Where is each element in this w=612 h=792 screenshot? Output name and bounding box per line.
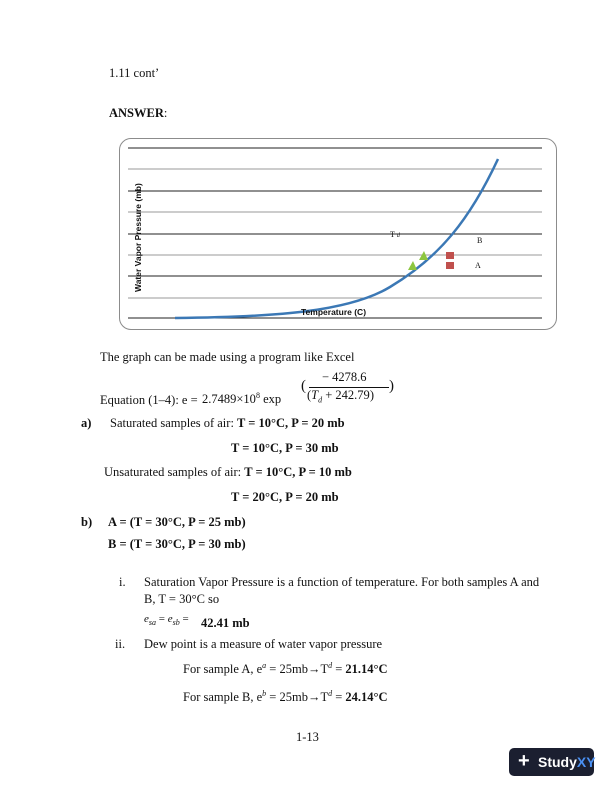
saturation-curve <box>175 159 498 318</box>
answer-heading: ANSWER: <box>109 106 168 120</box>
esat-equation: $e_{sa} = e_{sb}$ = <box>144 613 189 628</box>
unsaturated-line: Unsaturated samples of air: T = 10°C, P = 10 mb <box>104 465 352 479</box>
item-ii-number: ii. <box>115 637 126 651</box>
sample-a-dewpoint: For sample A, $e^a = 25mb\to T^d = 21.14^\circ C$ <box>183 660 388 676</box>
plus-icon: + <box>518 750 530 772</box>
chart-canvas <box>120 139 556 329</box>
part-a-marker: a) <box>81 416 92 430</box>
intro-text: The graph can be made using a program like Excel <box>100 350 355 364</box>
sample-a-marker <box>446 262 454 269</box>
equation-numerator: − 4278.6 <box>322 370 367 384</box>
esat-result: 42.41 mb <box>201 616 250 630</box>
label-b: B <box>477 236 483 245</box>
part-b-marker: b) <box>81 515 93 529</box>
studyxy-logo-text: StudyXY <box>538 754 596 770</box>
saturated-second: T = 10°C, P = 30 mb <box>231 441 339 455</box>
td-label: T d <box>390 230 400 239</box>
page-number: 1-13 <box>296 730 319 744</box>
saturated-marker <box>408 261 417 270</box>
x-axis-label: Temperature (C) <box>301 307 367 317</box>
y-axis-label: Water Vapor Pressure (mb) <box>133 183 143 292</box>
equation-close-paren: ) <box>389 378 394 394</box>
unsaturated-second: T = 20°C, P = 20 mb <box>231 490 339 504</box>
chart-gridlines <box>128 148 542 318</box>
sample-b-definition: B = (T = 30°C, P = 30 mb) <box>108 537 246 551</box>
saturated-line: Saturated samples of air: T = 10°C, P = 20 mb <box>110 416 345 430</box>
item-i-line1: Saturation Vapor Pressure is a function of temperature. For both samples A and <box>144 575 540 589</box>
item-ii-text: Dew point is a measure of water vapor pressure <box>144 637 383 651</box>
vapor-pressure-chart <box>119 138 557 330</box>
item-i-number: i. <box>119 575 126 589</box>
item-i-line2: B, T = 30°C so <box>144 592 220 606</box>
section-heading: 1.11 cont’ <box>109 66 160 80</box>
equation-open-paren: ( <box>301 378 306 394</box>
sample-b-marker <box>446 252 454 259</box>
sample-a-definition: A = (T = 30°C, P = 25 mb) <box>108 515 246 529</box>
label-a: A <box>475 261 481 270</box>
equation-coefficient: $2.7489\times 10^8$ exp <box>202 390 282 406</box>
equation-label: Equation (1–4): e = <box>100 393 198 407</box>
equation-denominator: $(T_d + 242.79)$ <box>307 388 374 405</box>
studyxy-badge[interactable] <box>509 748 594 776</box>
sample-b-dewpoint: For sample B, $e^b = 25mb\to T^d = 24.14^\circ C$ <box>183 688 388 704</box>
